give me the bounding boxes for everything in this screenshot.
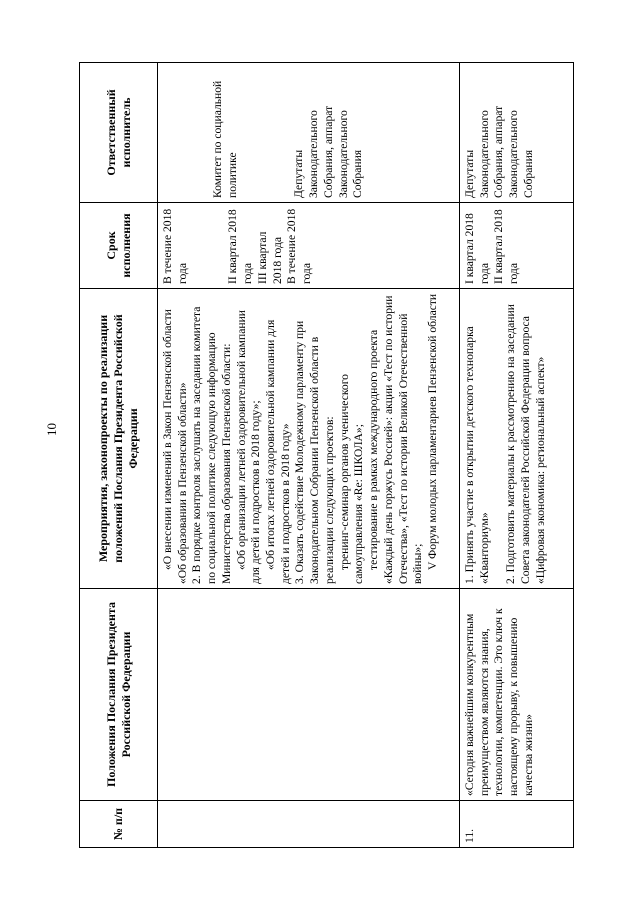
- measure-text: 2. В порядке контроля заслушать на заседании комитета по социальной политике следующую информацию Министерства образования Пензенской области:: [190, 306, 233, 584]
- term-text: I квартал 2018 года: [463, 213, 491, 284]
- measure-text: 1. Принять участие в открытии детского технопарка «Кванториум»: [463, 326, 491, 584]
- measure-text: «Об итогах летней оздоровительной кампании для детей и подростков в 2018 году»: [264, 319, 292, 584]
- term-text: В течение 2018 года: [285, 208, 314, 284]
- measure-text: «Об организации летней оздоровительной кампании для детей и подростков в 2018 году»;: [234, 310, 263, 584]
- header-responsible: Ответственный исполнитель: [80, 63, 158, 203]
- measure-text: V Форум молодых парламентариев Пензенской области: [425, 293, 439, 570]
- header-row: [80, 63, 158, 848]
- header-measures: Мероприятия, законопроекты по реализации положений Послания Президента Российской Федерации: [80, 289, 158, 589]
- page-number: 10: [44, 423, 59, 436]
- measure-text: 2. Подготовить материалы к рассмотрению на заседании Совета законодателей Российской Федерации вопроса «Цифровая экономика: региональный аспект»: [504, 304, 547, 584]
- header-num: № п/п: [80, 801, 158, 848]
- row-provision: «Сегодня важнейшим конкурентным преимуществом являются знания, технологии, компетенции. Это ключ к настоящему прорыву, к повышению качества жизни»: [460, 589, 574, 801]
- rotated-table-container: [79, 63, 573, 848]
- row-num: 11.: [460, 801, 574, 848]
- row-responsible: [158, 63, 460, 203]
- term-text: II квартал 2018 года: [492, 209, 521, 284]
- term-text: II квартал 2018 года: [226, 209, 255, 284]
- row-terms: [460, 203, 574, 289]
- table-row: [460, 63, 574, 848]
- row-measures: [158, 289, 460, 589]
- measure-text: тренинг-семинар органов ученического самоуправления «Re: ШКОЛА»;: [337, 374, 366, 584]
- row-num: [158, 801, 460, 848]
- measure-text: «О внесении изменений в Закон Пензенской области «Об образовании в Пензенской области»: [161, 309, 189, 584]
- term-text: III квартал 2018 года: [255, 231, 284, 284]
- responsible-text: Депутаты Законодательного Собрания, аппарат Законодательного Собрания: [292, 105, 365, 198]
- responsible-text: Депутаты Законодательного Собрания, аппарат Законодательного Собрания: [463, 105, 535, 198]
- header-term: Срок исполнения: [80, 203, 158, 289]
- measure-text: 3. Оказать содействие Молодежному парламенту при Законодательном Собрании Пензенской области в реализации следующих проектов:: [293, 320, 336, 584]
- header-provisions: Положения Послания Президента Российской Федерации: [80, 589, 158, 801]
- row-responsible: [460, 63, 574, 203]
- row-measures: [460, 289, 574, 589]
- measure-text: тестирование в рамках международного проекта «Каждый день горжусь Россией»: акции «Тест по истории Отечества», «Тест по истории Великой Отечественной войны»;: [367, 295, 425, 584]
- row-terms: [158, 203, 460, 289]
- responsible-text: Комитет по социальной политике: [211, 80, 239, 198]
- plan-table: [79, 62, 574, 848]
- row-provision: [158, 589, 460, 801]
- table-row: [158, 63, 460, 848]
- term-text: В течение 2018 года: [161, 208, 189, 284]
